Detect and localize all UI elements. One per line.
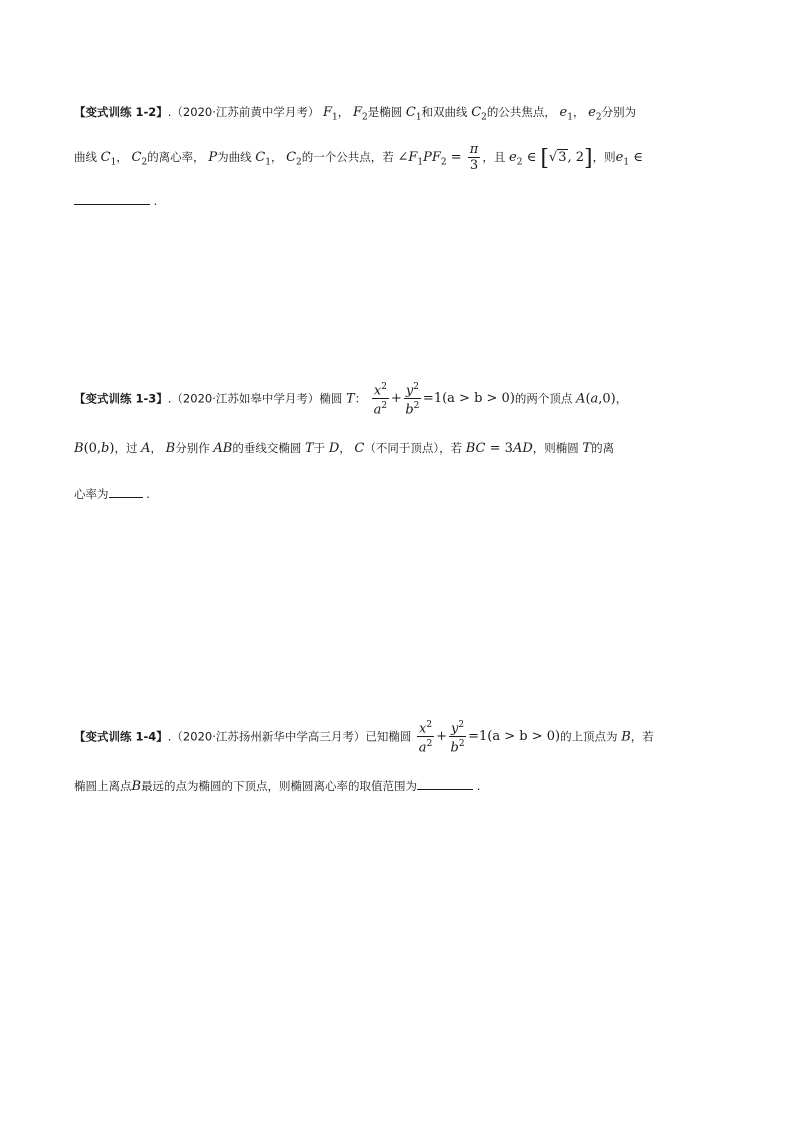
math-point-b: B(0,b) (74, 441, 115, 456)
problem-1-2-line-2: 曲线 $C_1$， $C_2$的离心率， P为曲线 $C_1$， $C_2$的一个公共点，若 $\angle F_1PF_2$ = $\frac{\pi}{3}$ ，且 $e_2$ ∈ [√3, 2]，则$e_1$ ∈ (74, 142, 643, 173)
math-bc-ad: BC = 3AD (465, 441, 533, 456)
problem-1-4-line-2: 椭圆上离点B最远的点为椭圆的下顶点，则椭圆离心率的取值范围为 . (74, 779, 481, 794)
problem-tag: 【变式训练 1-2】 (74, 105, 168, 119)
problem-tag: 【变式训练 1-3】 (74, 391, 168, 406)
math-angle: $\angle F_1PF_2$ = $\frac{\pi}{3}$ (397, 142, 479, 173)
problem-1-2-line-1: 【变式训练 1-2】.（2020·江苏前黄中学月考） $F_1$， $F_2$是椭圆 $C_1$和双曲线 $C_2$的公共焦点， $e_1$， $e_2$分别为 (74, 105, 637, 123)
math-e2: $e_2$ (588, 105, 602, 123)
math-e2-range: $e_2$ ∈ [√3, 2] (509, 146, 593, 171)
answer-blank[interactable] (74, 204, 150, 205)
problem-source: .（2020·江苏如皋中学月考）椭圆 (167, 391, 343, 406)
math-point-a: A(a,0) (576, 391, 616, 407)
problem-1-3-line-1: 【变式训练 1-3】.（2020·江苏如皋中学月考）椭圆 T： $\frac{x^2}{a^2}$ + $\frac{y^2}{b^2}$ =1(a > b > 0)的两个顶点 A(a,0)， (74, 382, 628, 418)
problem-1-3-line-3: 心率为 . (74, 487, 150, 501)
math-e1: $e_1$ (559, 105, 573, 123)
math-ab: AB (213, 441, 233, 456)
math-t: T (346, 391, 355, 407)
problem-source: .（2020·江苏扬州新华中学高三月考）已知椭圆 (167, 729, 412, 744)
math-f1: $F_1$ (323, 105, 338, 123)
math-p: P (208, 150, 218, 165)
answer-blank[interactable] (417, 789, 473, 790)
answer-blank[interactable] (109, 497, 143, 498)
problem-tag: 【变式训练 1-4】 (74, 729, 168, 744)
math-f2: $F_2$ (352, 105, 368, 123)
problem-1-2-line-3: . (74, 194, 157, 208)
math-c2: $C_2$ (471, 105, 487, 123)
problem-1-4-line-1: 【变式训练 1-4】.（2020·江苏扬州新华中学高三月考）已知椭圆 $\frac{x^2}{a^2}$ + $\frac{y^2}{b^2}$ =1(a > b > 0)的上顶点为 B，若 (74, 720, 654, 756)
problem-source: .（2020·江苏前黄中学月考） (167, 105, 320, 119)
math-ellipse-eq: $\frac{x^2}{a^2}$ + $\frac{y^2}{b^2}$ =1(a > b > 0) (418, 720, 561, 756)
math-c1: $C_1$ (405, 105, 422, 123)
problem-1-3-line-2: B(0,b)，过 A， B分别作 AB的垂线交椭圆 T于 D， C（不同于顶点），若 BC = 3AD，则椭圆 T的离 (74, 441, 615, 456)
math-e1-in: $e_1$ ∈ (615, 150, 643, 168)
math-ellipse-eq: $\frac{x^2}{a^2}$ + $\frac{y^2}{b^2}$ =1(a > b > 0) (373, 382, 515, 418)
